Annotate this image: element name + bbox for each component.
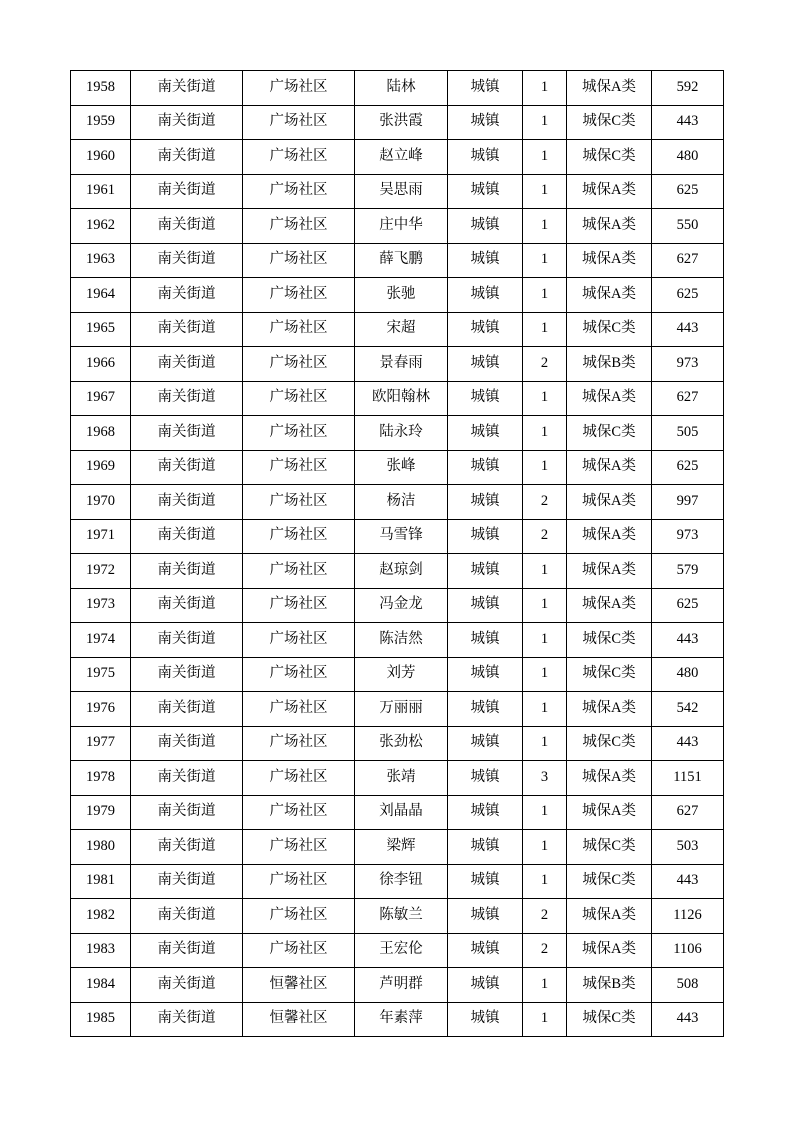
row-amount: 508: [652, 968, 724, 1003]
row-id: 1973: [71, 588, 131, 623]
row-community: 广场社区: [243, 105, 355, 140]
row-street: 南关街道: [131, 278, 243, 313]
row-name: 宋超: [355, 312, 448, 347]
row-count: 2: [523, 899, 567, 934]
row-count: 1: [523, 623, 567, 658]
table-row: [71, 554, 724, 589]
row-type: 城镇: [448, 968, 523, 1003]
row-id: 1965: [71, 312, 131, 347]
row-amount: 579: [652, 554, 724, 589]
row-name: 芦明群: [355, 968, 448, 1003]
table-row: [71, 381, 724, 416]
row-street: 南关街道: [131, 105, 243, 140]
row-amount: 625: [652, 588, 724, 623]
row-type: 城镇: [448, 726, 523, 761]
row-community: 恒馨社区: [243, 968, 355, 1003]
row-name: 薛飞鹏: [355, 243, 448, 278]
row-type: 城镇: [448, 243, 523, 278]
row-category: 城保C类: [567, 623, 652, 658]
row-community: 广场社区: [243, 71, 355, 106]
row-count: 1: [523, 381, 567, 416]
row-type: 城镇: [448, 381, 523, 416]
row-id: 1967: [71, 381, 131, 416]
row-id: 1968: [71, 416, 131, 451]
table-row: [71, 312, 724, 347]
row-id: 1982: [71, 899, 131, 934]
row-category: 城保C类: [567, 1002, 652, 1037]
row-id: 1974: [71, 623, 131, 658]
row-category: 城保A类: [567, 381, 652, 416]
row-category: 城保C类: [567, 105, 652, 140]
row-name: 陆永玲: [355, 416, 448, 451]
row-category: 城保B类: [567, 347, 652, 382]
row-category: 城保A类: [567, 278, 652, 313]
row-name: 刘晶晶: [355, 795, 448, 830]
row-community: 广场社区: [243, 864, 355, 899]
row-id: 1958: [71, 71, 131, 106]
row-type: 城镇: [448, 554, 523, 589]
row-name: 张靖: [355, 761, 448, 796]
row-type: 城镇: [448, 209, 523, 244]
row-type: 城镇: [448, 588, 523, 623]
row-amount: 1126: [652, 899, 724, 934]
row-amount: 1151: [652, 761, 724, 796]
row-count: 1: [523, 554, 567, 589]
row-category: 城保A类: [567, 692, 652, 727]
row-count: 1: [523, 692, 567, 727]
row-type: 城镇: [448, 761, 523, 796]
row-category: 城保C类: [567, 726, 652, 761]
row-count: 2: [523, 519, 567, 554]
row-name: 赵琼剑: [355, 554, 448, 589]
row-category: 城保C类: [567, 864, 652, 899]
row-street: 南关街道: [131, 588, 243, 623]
row-amount: 480: [652, 657, 724, 692]
row-type: 城镇: [448, 174, 523, 209]
row-type: 城镇: [448, 416, 523, 451]
table-row: [71, 968, 724, 1003]
row-type: 城镇: [448, 1002, 523, 1037]
row-name: 陈洁然: [355, 623, 448, 658]
row-street: 南关街道: [131, 623, 243, 658]
row-type: 城镇: [448, 485, 523, 520]
row-community: 广场社区: [243, 278, 355, 313]
row-name: 欧阳翰林: [355, 381, 448, 416]
row-count: 2: [523, 933, 567, 968]
row-count: 1: [523, 450, 567, 485]
row-street: 南关街道: [131, 347, 243, 382]
row-street: 南关街道: [131, 968, 243, 1003]
row-category: 城保A类: [567, 243, 652, 278]
row-category: 城保A类: [567, 209, 652, 244]
row-amount: 443: [652, 623, 724, 658]
table-row: [71, 140, 724, 175]
row-type: 城镇: [448, 899, 523, 934]
row-name: 张峰: [355, 450, 448, 485]
row-amount: 625: [652, 174, 724, 209]
row-id: 1963: [71, 243, 131, 278]
row-community: 广场社区: [243, 623, 355, 658]
row-amount: 542: [652, 692, 724, 727]
row-type: 城镇: [448, 692, 523, 727]
table-row: [71, 795, 724, 830]
row-community: 广场社区: [243, 485, 355, 520]
table-row: [71, 657, 724, 692]
row-id: 1981: [71, 864, 131, 899]
row-category: 城保A类: [567, 519, 652, 554]
table-row: [71, 485, 724, 520]
row-community: 广场社区: [243, 657, 355, 692]
row-community: 广场社区: [243, 761, 355, 796]
row-amount: 503: [652, 830, 724, 865]
row-street: 南关街道: [131, 761, 243, 796]
row-community: 广场社区: [243, 416, 355, 451]
row-amount: 443: [652, 864, 724, 899]
row-name: 赵立峰: [355, 140, 448, 175]
row-type: 城镇: [448, 278, 523, 313]
row-category: 城保C类: [567, 312, 652, 347]
row-community: 广场社区: [243, 312, 355, 347]
row-community: 广场社区: [243, 174, 355, 209]
row-type: 城镇: [448, 450, 523, 485]
row-count: 3: [523, 761, 567, 796]
row-name: 陈敏兰: [355, 899, 448, 934]
row-street: 南关街道: [131, 485, 243, 520]
row-id: 1978: [71, 761, 131, 796]
table-row: [71, 933, 724, 968]
row-amount: 973: [652, 519, 724, 554]
row-count: 1: [523, 243, 567, 278]
row-street: 南关街道: [131, 554, 243, 589]
row-street: 南关街道: [131, 381, 243, 416]
row-count: 1: [523, 71, 567, 106]
row-street: 南关街道: [131, 899, 243, 934]
row-count: 1: [523, 416, 567, 451]
row-category: 城保C类: [567, 657, 652, 692]
table-row: [71, 416, 724, 451]
table-row: [71, 692, 724, 727]
row-amount: 1106: [652, 933, 724, 968]
table-row: [71, 105, 724, 140]
row-community: 广场社区: [243, 726, 355, 761]
table-row: [71, 278, 724, 313]
row-name: 冯金龙: [355, 588, 448, 623]
row-count: 1: [523, 174, 567, 209]
row-count: 1: [523, 1002, 567, 1037]
row-street: 南关街道: [131, 830, 243, 865]
row-type: 城镇: [448, 623, 523, 658]
row-category: 城保C类: [567, 830, 652, 865]
row-name: 陆林: [355, 71, 448, 106]
row-street: 南关街道: [131, 140, 243, 175]
row-amount: 625: [652, 450, 724, 485]
row-street: 南关街道: [131, 416, 243, 451]
row-street: 南关街道: [131, 795, 243, 830]
row-id: 1959: [71, 105, 131, 140]
table-row: [71, 347, 724, 382]
row-category: 城保A类: [567, 450, 652, 485]
row-count: 1: [523, 140, 567, 175]
row-id: 1971: [71, 519, 131, 554]
row-amount: 997: [652, 485, 724, 520]
row-street: 南关街道: [131, 864, 243, 899]
row-name: 梁辉: [355, 830, 448, 865]
row-street: 南关街道: [131, 726, 243, 761]
row-count: 1: [523, 105, 567, 140]
row-count: 1: [523, 830, 567, 865]
row-amount: 443: [652, 312, 724, 347]
row-name: 吴思雨: [355, 174, 448, 209]
row-community: 广场社区: [243, 347, 355, 382]
row-amount: 480: [652, 140, 724, 175]
row-name: 马雪锋: [355, 519, 448, 554]
row-street: 南关街道: [131, 312, 243, 347]
row-community: 广场社区: [243, 209, 355, 244]
row-community: 恒馨社区: [243, 1002, 355, 1037]
row-category: 城保C类: [567, 140, 652, 175]
row-id: 1976: [71, 692, 131, 727]
row-id: 1970: [71, 485, 131, 520]
row-community: 广场社区: [243, 243, 355, 278]
table-body: [71, 71, 724, 1037]
row-category: 城保A类: [567, 71, 652, 106]
row-name: 万丽丽: [355, 692, 448, 727]
row-count: 1: [523, 209, 567, 244]
row-type: 城镇: [448, 347, 523, 382]
row-amount: 625: [652, 278, 724, 313]
row-type: 城镇: [448, 830, 523, 865]
row-amount: 550: [652, 209, 724, 244]
row-type: 城镇: [448, 657, 523, 692]
row-count: 1: [523, 726, 567, 761]
row-id: 1966: [71, 347, 131, 382]
table-row: [71, 726, 724, 761]
table-row: [71, 830, 724, 865]
row-category: 城保A类: [567, 761, 652, 796]
row-id: 1979: [71, 795, 131, 830]
row-count: 1: [523, 968, 567, 1003]
table-row: [71, 1002, 724, 1037]
row-count: 2: [523, 347, 567, 382]
row-street: 南关街道: [131, 174, 243, 209]
row-amount: 627: [652, 243, 724, 278]
row-name: 景春雨: [355, 347, 448, 382]
row-street: 南关街道: [131, 1002, 243, 1037]
row-id: 1984: [71, 968, 131, 1003]
table-row: [71, 864, 724, 899]
row-category: 城保A类: [567, 588, 652, 623]
row-category: 城保A类: [567, 933, 652, 968]
row-category: 城保B类: [567, 968, 652, 1003]
row-name: 张劲松: [355, 726, 448, 761]
row-amount: 592: [652, 71, 724, 106]
row-name: 王宏伦: [355, 933, 448, 968]
row-id: 1983: [71, 933, 131, 968]
table-row: [71, 899, 724, 934]
row-community: 广场社区: [243, 519, 355, 554]
row-category: 城保C类: [567, 416, 652, 451]
beneficiary-table: [70, 70, 724, 1037]
row-type: 城镇: [448, 312, 523, 347]
table-row: [71, 174, 724, 209]
row-name: 张驰: [355, 278, 448, 313]
row-type: 城镇: [448, 105, 523, 140]
row-street: 南关街道: [131, 692, 243, 727]
row-count: 1: [523, 278, 567, 313]
row-id: 1961: [71, 174, 131, 209]
row-community: 广场社区: [243, 933, 355, 968]
table-row: [71, 209, 724, 244]
row-type: 城镇: [448, 864, 523, 899]
row-street: 南关街道: [131, 71, 243, 106]
row-count: 1: [523, 657, 567, 692]
table-row: [71, 450, 724, 485]
table-row: [71, 761, 724, 796]
row-count: 2: [523, 485, 567, 520]
row-amount: 443: [652, 1002, 724, 1037]
row-community: 广场社区: [243, 554, 355, 589]
row-community: 广场社区: [243, 692, 355, 727]
row-street: 南关街道: [131, 209, 243, 244]
row-count: 1: [523, 864, 567, 899]
row-community: 广场社区: [243, 588, 355, 623]
row-id: 1969: [71, 450, 131, 485]
row-community: 广场社区: [243, 830, 355, 865]
row-name: 年素萍: [355, 1002, 448, 1037]
row-amount: 505: [652, 416, 724, 451]
row-id: 1962: [71, 209, 131, 244]
row-name: 刘芳: [355, 657, 448, 692]
row-community: 广场社区: [243, 795, 355, 830]
row-name: 徐李钮: [355, 864, 448, 899]
row-community: 广场社区: [243, 899, 355, 934]
row-count: 1: [523, 795, 567, 830]
row-amount: 973: [652, 347, 724, 382]
row-category: 城保A类: [567, 174, 652, 209]
row-street: 南关街道: [131, 657, 243, 692]
row-id: 1960: [71, 140, 131, 175]
row-id: 1977: [71, 726, 131, 761]
row-street: 南关街道: [131, 450, 243, 485]
row-name: 张洪霞: [355, 105, 448, 140]
row-name: 杨洁: [355, 485, 448, 520]
row-street: 南关街道: [131, 519, 243, 554]
row-id: 1972: [71, 554, 131, 589]
row-community: 广场社区: [243, 450, 355, 485]
row-id: 1985: [71, 1002, 131, 1037]
row-street: 南关街道: [131, 243, 243, 278]
row-type: 城镇: [448, 519, 523, 554]
row-category: 城保A类: [567, 795, 652, 830]
row-type: 城镇: [448, 933, 523, 968]
row-type: 城镇: [448, 71, 523, 106]
row-amount: 443: [652, 105, 724, 140]
table-row: [71, 623, 724, 658]
table-row: [71, 243, 724, 278]
row-type: 城镇: [448, 795, 523, 830]
row-category: 城保A类: [567, 554, 652, 589]
row-name: 庄中华: [355, 209, 448, 244]
row-id: 1964: [71, 278, 131, 313]
row-community: 广场社区: [243, 140, 355, 175]
row-amount: 443: [652, 726, 724, 761]
row-amount: 627: [652, 795, 724, 830]
row-amount: 627: [652, 381, 724, 416]
row-community: 广场社区: [243, 381, 355, 416]
row-id: 1975: [71, 657, 131, 692]
table-row: [71, 71, 724, 106]
row-count: 1: [523, 312, 567, 347]
table-row: [71, 519, 724, 554]
row-category: 城保A类: [567, 899, 652, 934]
row-category: 城保A类: [567, 485, 652, 520]
row-id: 1980: [71, 830, 131, 865]
table-row: [71, 588, 724, 623]
row-type: 城镇: [448, 140, 523, 175]
row-street: 南关街道: [131, 933, 243, 968]
row-count: 1: [523, 588, 567, 623]
